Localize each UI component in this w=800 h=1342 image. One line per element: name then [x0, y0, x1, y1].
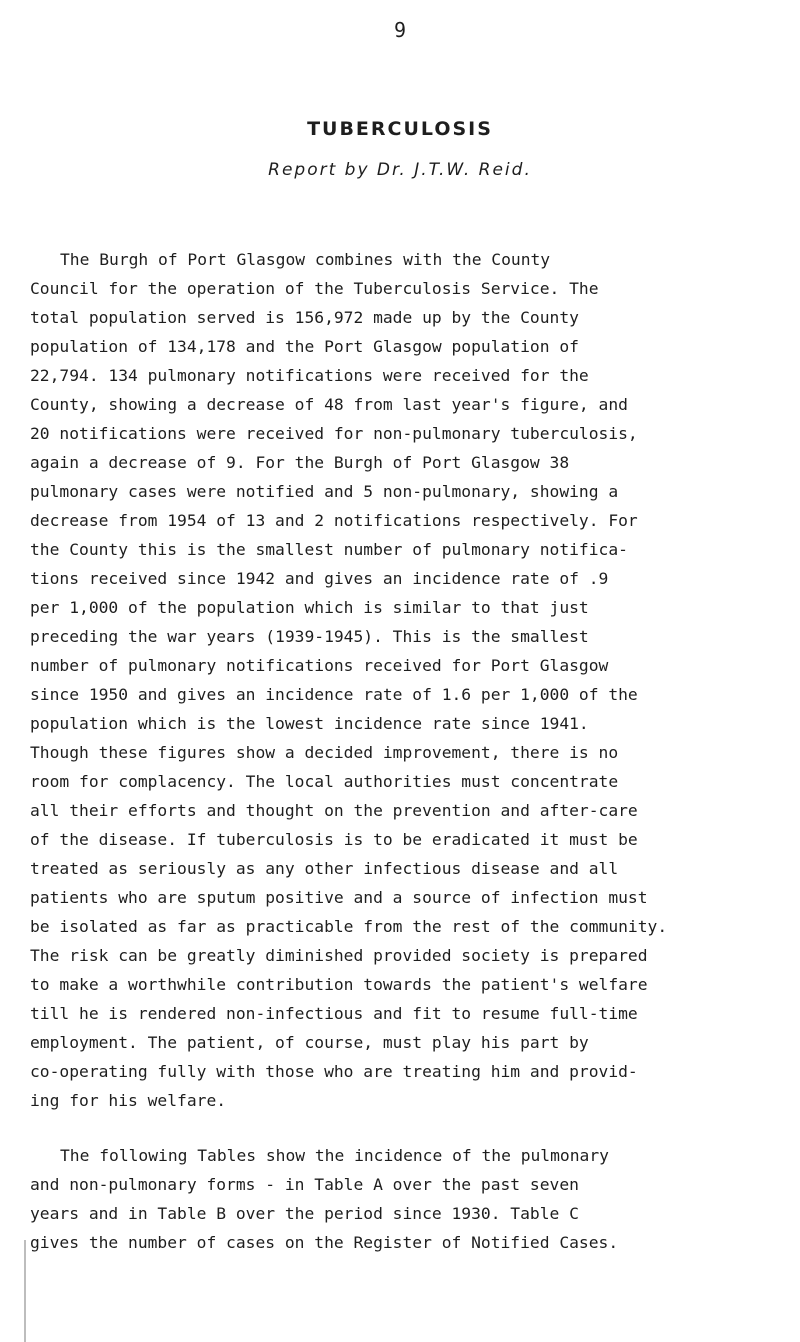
text-line: tions received since 1942 and gives an incidence rate of .9 [30, 569, 609, 588]
text-line: total population served is 156,972 made up by the County [30, 308, 579, 327]
text-line: since 1950 and gives an incidence rate of 1.6 per 1,000 of the [30, 685, 638, 704]
text-line: 22,794. 134 pulmonary notifications were received for the [30, 366, 589, 385]
text-line: employment. The patient, of course, must play his part by [30, 1033, 589, 1052]
text-line: ing for his welfare. [30, 1091, 227, 1110]
text-line: pulmonary cases were notified and 5 non-pulmonary, showing a [30, 482, 619, 501]
report-title: TUBERCULOSIS [307, 118, 493, 140]
text-line: years and in Table B over the period since 1930. Table C [30, 1204, 579, 1223]
report-author: Report by Dr. J.T.W. Reid. [268, 160, 532, 180]
text-line: gives the number of cases on the Register of Notified Cases. [30, 1233, 619, 1252]
text-line: 20 notifications were received for non-pulmonary tuberculosis, [30, 424, 638, 443]
text-line: patients who are sputum positive and a source of infection must [30, 888, 648, 907]
text-line: The risk can be greatly diminished provided society is prepared [30, 946, 648, 965]
text-line: Council for the operation of the Tuberculosis Service. The [30, 279, 599, 298]
text-line: The Burgh of Port Glasgow combines with the County [60, 250, 551, 269]
text-line: County, showing a decrease of 48 from last year's figure, and [30, 395, 628, 414]
text-line: all their efforts and thought on the prevention and after-care [30, 801, 638, 820]
text-line: Though these figures show a decided improvement, there is no [30, 743, 619, 762]
body-paragraph-1 [30, 245, 800, 1115]
body-paragraph-2 [30, 1141, 800, 1257]
text-line: per 1,000 of the population which is similar to that just [30, 598, 589, 617]
text-line: and non-pulmonary forms - in Table A over the past seven [30, 1175, 579, 1194]
text-line: to make a worthwhile contribution towards the patient's welfare [30, 975, 648, 994]
text-line: decrease from 1954 of 13 and 2 notifications respectively. For [30, 511, 638, 530]
text-line: again a decrease of 9. For the Burgh of Port Glasgow 38 [30, 453, 570, 472]
text-line: till he is rendered non-infectious and fit to resume full-time [30, 1004, 638, 1023]
text-line: room for complacency. The local authorities must concentrate [30, 772, 619, 791]
binding-margin-line [24, 1240, 26, 1342]
text-line: be isolated as far as practicable from the rest of the community. [30, 917, 668, 936]
text-line: population of 134,178 and the Port Glasgow population of [30, 337, 579, 356]
text-line: the County this is the smallest number of pulmonary notifica- [30, 540, 628, 559]
text-line: preceding the war years (1939-1945). This is the smallest [30, 627, 589, 646]
page-number: 9 [393, 18, 407, 42]
text-line: population which is the lowest incidence rate since 1941. [30, 714, 589, 733]
text-line: treated as seriously as any other infectious disease and all [30, 859, 619, 878]
text-line: The following Tables show the incidence of the pulmonary [60, 1146, 609, 1165]
text-line: number of pulmonary notifications received for Port Glasgow [30, 656, 609, 675]
text-line: co-operating fully with those who are treating him and provid- [30, 1062, 638, 1081]
text-line: of the disease. If tuberculosis is to be eradicated it must be [30, 830, 638, 849]
